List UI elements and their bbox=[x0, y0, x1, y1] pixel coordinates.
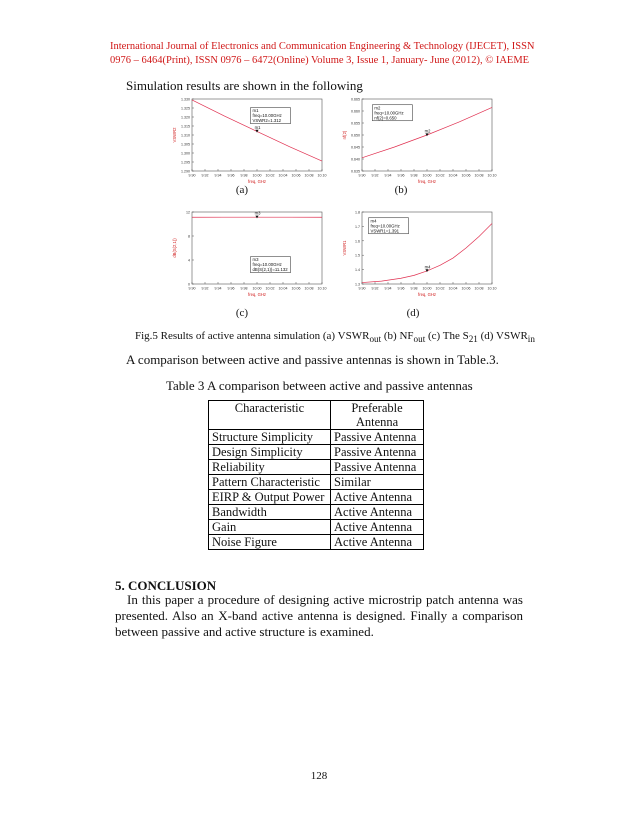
marker-readout-text: VSWR1=1.391 bbox=[370, 228, 400, 234]
y-tick-label: 1.330 bbox=[181, 97, 190, 102]
x-tick-label: 10.10 bbox=[487, 173, 497, 178]
figure-caption-sub: in bbox=[527, 334, 535, 345]
x-tick-label: 10.04 bbox=[278, 173, 288, 178]
y-tick-label: 0.650 bbox=[351, 133, 360, 138]
x-tick-label: 10.08 bbox=[474, 173, 484, 178]
y-tick-label: 0.665 bbox=[351, 97, 360, 102]
marker-label: m4 bbox=[424, 264, 431, 270]
y-tick-label: 1.325 bbox=[181, 106, 190, 111]
x-tick-label: 10.02 bbox=[265, 173, 275, 178]
figure-caption bbox=[135, 330, 535, 344]
x-tick-label: 9.92 bbox=[201, 173, 209, 178]
table-cell-characteristic: Design Simplicity bbox=[209, 445, 331, 460]
x-tick-label: 10.10 bbox=[317, 286, 327, 291]
y-tick-label: 1.305 bbox=[181, 142, 190, 147]
table-cell-characteristic: Reliability bbox=[209, 460, 331, 475]
x-tick-label: 9.98 bbox=[240, 173, 248, 178]
y-tick-label: 1.3 bbox=[355, 282, 360, 287]
marker-label: m1 bbox=[254, 124, 261, 130]
x-tick-label: 9.90 bbox=[188, 286, 196, 291]
x-tick-label: 9.96 bbox=[227, 286, 235, 291]
x-tick-label: 9.90 bbox=[358, 173, 366, 178]
table-caption: Table 3 A comparison between active and passive antennas bbox=[166, 378, 473, 393]
comparison-text: A comparison between active and passive antennas is shown in Table.3. bbox=[126, 352, 499, 367]
x-tick-label: 10.10 bbox=[317, 173, 327, 178]
x-tick-label: 10.00 bbox=[422, 286, 432, 291]
y-tick-label: 0 bbox=[188, 282, 190, 287]
x-tick-label: 9.98 bbox=[410, 286, 418, 291]
marker-readout-text: VSWR2=1.312 bbox=[252, 118, 282, 124]
plot-c-s21 bbox=[170, 208, 326, 302]
y-axis-label: VSWR2 bbox=[172, 127, 177, 143]
x-tick-label: 9.96 bbox=[227, 173, 235, 178]
x-tick-label: 10.06 bbox=[291, 286, 301, 291]
marker-readout-text: m1 bbox=[252, 108, 259, 114]
marker-readout-text: m4 bbox=[370, 218, 377, 224]
x-tick-label: 9.94 bbox=[214, 286, 222, 291]
x-tick-label: 10.08 bbox=[474, 286, 484, 291]
y-tick-label: 0.640 bbox=[351, 157, 360, 162]
x-tick-label: 9.96 bbox=[397, 173, 405, 178]
table-cell-characteristic: Pattern Characteristic bbox=[209, 475, 331, 490]
y-tick-label: 1.310 bbox=[181, 133, 190, 138]
x-tick-label: 10.08 bbox=[304, 173, 314, 178]
page-number: 128 bbox=[310, 770, 328, 782]
y-tick-label: 1.5 bbox=[355, 253, 360, 258]
table-body bbox=[209, 430, 424, 550]
table-cell-characteristic: Structure Simplicity bbox=[209, 430, 331, 445]
plot-d-vswr-in bbox=[340, 208, 496, 302]
x-tick-label: 10.10 bbox=[487, 286, 497, 291]
comparison-table bbox=[208, 400, 424, 550]
table-cell-preferable: Similar bbox=[331, 475, 424, 490]
plot-c-label: (c) bbox=[235, 307, 249, 319]
x-tick-label: 9.94 bbox=[214, 173, 222, 178]
table-cell-characteristic: Gain bbox=[209, 520, 331, 535]
table-cell-characteristic: EIRP & Output Power bbox=[209, 490, 331, 505]
x-tick-label: 9.92 bbox=[371, 286, 379, 291]
y-tick-label: 1.6 bbox=[355, 239, 360, 244]
y-tick-label: 0.655 bbox=[351, 121, 360, 126]
y-tick-label: 1.295 bbox=[181, 160, 190, 165]
table-cell-characteristic: Noise Figure bbox=[209, 535, 331, 550]
plot-frame bbox=[192, 212, 322, 284]
table-header-row bbox=[209, 401, 424, 430]
plot-b-label: (b) bbox=[394, 184, 408, 196]
x-tick-label: 10.04 bbox=[448, 286, 458, 291]
x-tick-label: 10.00 bbox=[422, 173, 432, 178]
header-line-2: 0976 – 6464(Print), ISSN 0976 – 6472(Online) Volume 3, Issue 1, January- June (2012), © IAEME bbox=[110, 55, 530, 66]
x-tick-label: 10.04 bbox=[448, 173, 458, 178]
plot-b-nf-out bbox=[340, 95, 496, 189]
x-tick-label: 10.08 bbox=[304, 286, 314, 291]
table-row bbox=[209, 445, 424, 460]
x-tick-label: 9.92 bbox=[201, 286, 209, 291]
x-axis-label: freq, GHz bbox=[248, 292, 266, 297]
y-tick-label: 1.320 bbox=[181, 115, 190, 120]
x-tick-label: 10.04 bbox=[278, 286, 288, 291]
x-tick-label: 9.90 bbox=[188, 173, 196, 178]
x-tick-label: 9.98 bbox=[410, 173, 418, 178]
y-tick-label: 0.635 bbox=[351, 169, 360, 174]
journal-header bbox=[110, 40, 535, 68]
plot-d-label: (d) bbox=[406, 307, 420, 319]
table-header-characteristic: Characteristic bbox=[209, 401, 331, 430]
x-tick-label: 10.00 bbox=[252, 173, 262, 178]
marker-readout-text: m3 bbox=[252, 257, 259, 263]
plot-a-label: (a) bbox=[235, 184, 249, 196]
figure-caption-text: Fig.5 Results of active antenna simulation (a) VSWR bbox=[135, 330, 370, 342]
x-tick-label: 10.00 bbox=[252, 286, 262, 291]
table-row bbox=[209, 490, 424, 505]
x-tick-label: 9.92 bbox=[371, 173, 379, 178]
x-tick-label: 9.96 bbox=[397, 286, 405, 291]
y-axis-label: VSWR1 bbox=[342, 240, 347, 256]
y-tick-label: 1.7 bbox=[355, 224, 360, 229]
figure-caption-sub: out bbox=[369, 334, 382, 345]
y-tick-label: 8 bbox=[188, 234, 190, 239]
table-row bbox=[209, 460, 424, 475]
marker-readout-text: freq=10.00GHz bbox=[252, 113, 282, 119]
intro-text: Simulation results are shown in the following bbox=[126, 78, 363, 93]
table-row bbox=[209, 430, 424, 445]
table-row bbox=[209, 520, 424, 535]
conclusion-heading: 5. CONCLUSION bbox=[115, 578, 217, 593]
marker-readout-text: freq=10.00GHz bbox=[252, 262, 282, 268]
plot-svg bbox=[170, 95, 326, 189]
x-tick-label: 9.94 bbox=[384, 173, 392, 178]
x-tick-label: 10.06 bbox=[291, 173, 301, 178]
marker-label: m3 bbox=[254, 210, 261, 216]
table-cell-preferable: Passive Antenna bbox=[331, 445, 424, 460]
figure-caption-sub: 21 bbox=[468, 334, 478, 345]
y-tick-label: 1.290 bbox=[181, 169, 190, 174]
table-header-preferable: Preferable Antenna bbox=[331, 401, 424, 430]
plot-svg bbox=[170, 208, 326, 302]
marker-readout-text: m2 bbox=[374, 105, 381, 111]
x-axis-label: freq, GHz bbox=[418, 179, 436, 184]
x-tick-label: 10.06 bbox=[461, 173, 471, 178]
plot-a-vswr-out bbox=[170, 95, 326, 189]
y-tick-label: 4 bbox=[188, 258, 190, 263]
x-tick-label: 10.02 bbox=[265, 286, 275, 291]
y-tick-label: 1.8 bbox=[355, 210, 360, 215]
table-row bbox=[209, 475, 424, 490]
y-tick-label: 12 bbox=[186, 210, 190, 215]
figure-caption-text: (d) VSWR bbox=[477, 330, 528, 342]
figure-caption-sub: out bbox=[413, 334, 426, 345]
table-cell-preferable: Active Antenna bbox=[331, 520, 424, 535]
plot-svg bbox=[340, 208, 496, 302]
table-cell-characteristic: Bandwidth bbox=[209, 505, 331, 520]
marker-readout-text: dB(S(2,1))=11.132 bbox=[252, 267, 288, 273]
figure-caption-text: (b) NF bbox=[381, 330, 414, 342]
x-tick-label: 10.02 bbox=[435, 173, 445, 178]
table-cell-preferable: Passive Antenna bbox=[331, 460, 424, 475]
x-axis-label: freq, GHz bbox=[418, 292, 436, 297]
y-tick-label: 0.645 bbox=[351, 145, 360, 150]
plot-svg bbox=[340, 95, 496, 189]
figure-caption-text: (c) The S bbox=[425, 330, 469, 342]
x-tick-label: 10.06 bbox=[461, 286, 471, 291]
x-tick-label: 10.02 bbox=[435, 286, 445, 291]
x-axis-label: freq, GHz bbox=[248, 179, 266, 184]
table-cell-preferable: Active Antenna bbox=[331, 505, 424, 520]
x-tick-label: 9.94 bbox=[384, 286, 392, 291]
table-cell-preferable: Passive Antenna bbox=[331, 430, 424, 445]
marker-readout-text: freq=10.00GHz bbox=[370, 223, 400, 229]
y-tick-label: 1.300 bbox=[181, 151, 190, 156]
y-axis-label: nf(2) bbox=[342, 130, 347, 140]
y-tick-label: 0.660 bbox=[351, 109, 360, 114]
table-cell-preferable: Active Antenna bbox=[331, 490, 424, 505]
marker-readout-text: nf(2)=0.650 bbox=[374, 115, 397, 121]
conclusion-paragraph: In this paper a procedure of designing active microstrip patch antenna was presented. Also an X-band active antenna is designed. Finally a comparison between passive and active structure is examined. bbox=[115, 592, 523, 639]
y-axis-label: dB(S(2,1)) bbox=[172, 238, 177, 258]
table-row bbox=[209, 505, 424, 520]
header-line-1: International Journal of Electronics and Communication Engineering & Technology (IJECET), ISSN bbox=[110, 41, 535, 52]
marker-readout-text: freq=10.00GHz bbox=[374, 110, 404, 116]
y-tick-label: 1.4 bbox=[355, 268, 360, 273]
x-tick-label: 9.90 bbox=[358, 286, 366, 291]
x-tick-label: 9.98 bbox=[240, 286, 248, 291]
table-cell-preferable: Active Antenna bbox=[331, 535, 424, 550]
marker-label: m2 bbox=[424, 128, 431, 134]
y-tick-label: 1.315 bbox=[181, 124, 190, 129]
table-row bbox=[209, 535, 424, 550]
